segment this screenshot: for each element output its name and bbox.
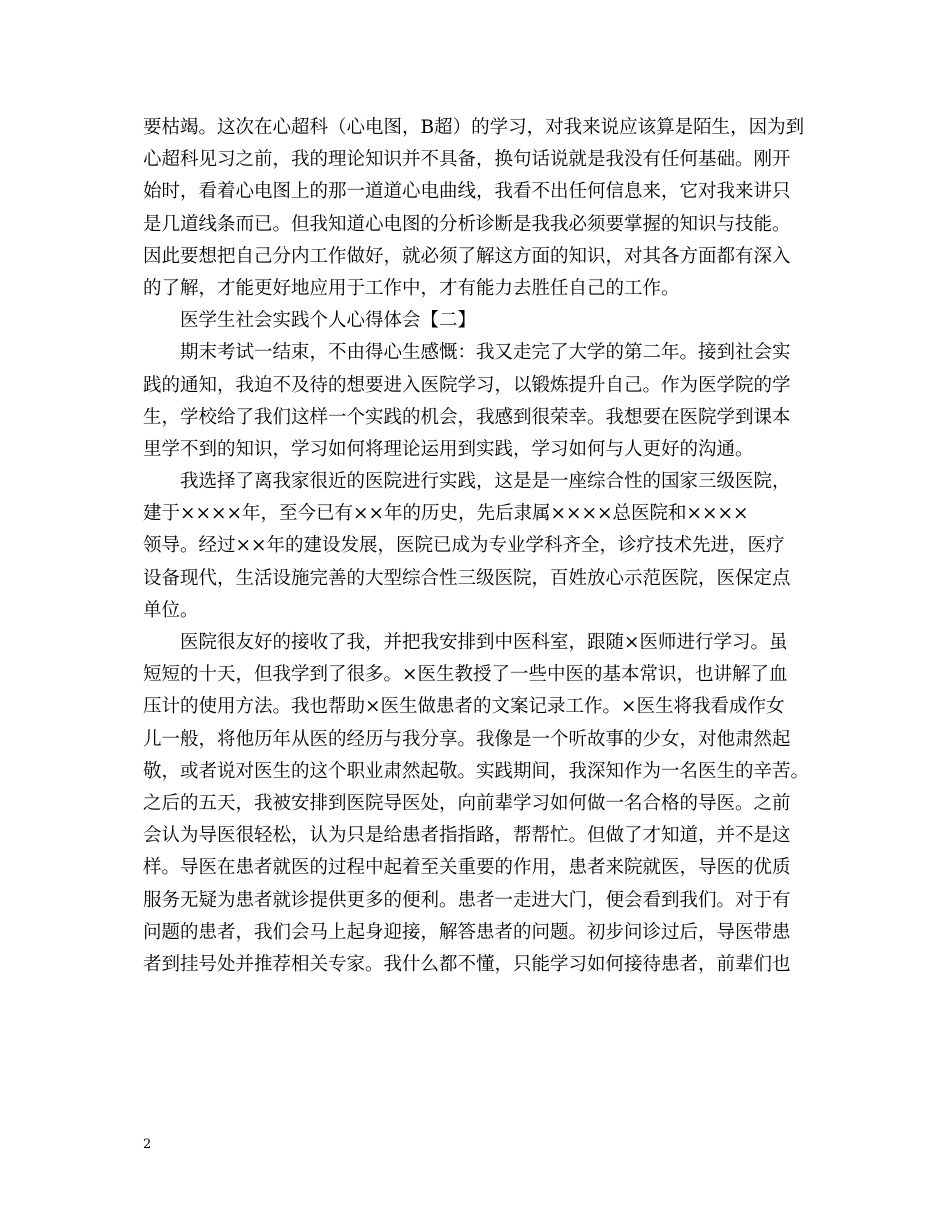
text-line: 之后的五天，我被安排到医院导医处，向前辈学习如何做一名合格的导医。之前 bbox=[143, 792, 791, 814]
text-line: 单位。 bbox=[143, 599, 199, 621]
text-line: 始时，看着心电图上的那一道道心电曲线，我看不出任何信息来，它对我来讲只 bbox=[143, 181, 791, 203]
text-line: 的了解，才能更好地应用于工作中，才有能力去胜任自己的工作。 bbox=[143, 277, 680, 299]
text-line: 短短的十天，但我学到了很多。×医生教授了一些中医的基本常识，也讲解了血 bbox=[143, 664, 788, 686]
text-line: 者到挂号处并推荐相关专家。我什么都不懂，只能学习如何接待患者，前辈们也 bbox=[143, 953, 791, 975]
text-line: 压计的使用方法。我也帮助×医生做患者的文案记录工作。×医生将我看成作女 bbox=[143, 696, 785, 718]
text-line: 医院很友好的接收了我，并把我安排到中医科室，跟随×医师进行学习。虽 bbox=[180, 632, 788, 653]
text-line: 领导。经过××年的建设发展，医院已成为专业学科齐全，诊疗技术先进，医疗 bbox=[143, 535, 785, 557]
text-line: 里学不到的知识，学习如何将理论运用到实践，学习如何与人更好的沟通。 bbox=[143, 438, 754, 460]
page-number: 2 bbox=[143, 1137, 152, 1152]
text-line: 期末考试一结束，不由得心生感慨：我又走完了大学的第二年。接到社会实 bbox=[180, 342, 791, 364]
text-line: 会认为导医很轻松，认为只是给患者指指路，帮帮忙。但做了才知道，并不是这 bbox=[143, 825, 791, 847]
text-line: 是几道线条而已。但我知道心电图的分析诊断是我我必须要掌握的知识与技能。 bbox=[143, 213, 791, 235]
text-line: 医学生社会实践个人心得体会【二】 bbox=[180, 310, 477, 332]
text-line: 要枯竭。这次在心超科（心电图，B超）的学习，对我来说应该算是陌生，因为到 bbox=[143, 117, 805, 138]
text-line: 践的通知，我迫不及待的想要进入医院学习，以锻炼提升自己。作为医学院的学 bbox=[143, 374, 791, 396]
text-line: 服务无疑为患者就诊提供更多的便利。患者一走进大门，便会看到我们。对于有 bbox=[143, 889, 791, 911]
text-line: 问题的患者，我们会马上起身迎接，解答患者的问题。初步问诊过后，导医带患 bbox=[143, 921, 791, 943]
text-line: 因此要想把自己分内工作做好，就必须了解这方面的知识，对其各方面都有深入 bbox=[143, 245, 791, 267]
text-line: 生，学校给了我们这样一个实践的机会，我感到很荣幸。我想要在医院学到课本 bbox=[143, 406, 791, 428]
text-line: 样。导医在患者就医的过程中起着至关重要的作用，患者来院就医，导医的优质 bbox=[143, 857, 791, 879]
text-line: 心超科见习之前，我的理论知识并不具备，换句话说就是我没有任何基础。刚开 bbox=[143, 149, 791, 171]
text-line: 儿一般，将他历年从医的经历与我分享。我像是一个听故事的少女，对他肃然起 bbox=[143, 728, 791, 750]
body-text bbox=[143, 112, 813, 981]
text-line: 建于××××年，至今已有××年的历史，先后隶属××××总医院和×××× bbox=[143, 503, 749, 525]
text-line: 敬，或者说对医生的这个职业肃然起敬。实践期间，我深知作为一名医生的辛苦。 bbox=[143, 760, 810, 782]
text-line: 我选择了离我家很近的医院进行实践，这是是一座综合性的国家三级医院， bbox=[180, 471, 791, 493]
text-line: 设备现代，生活设施完善的大型综合性三级医院，百姓放心示范医院，医保定点 bbox=[143, 567, 791, 589]
